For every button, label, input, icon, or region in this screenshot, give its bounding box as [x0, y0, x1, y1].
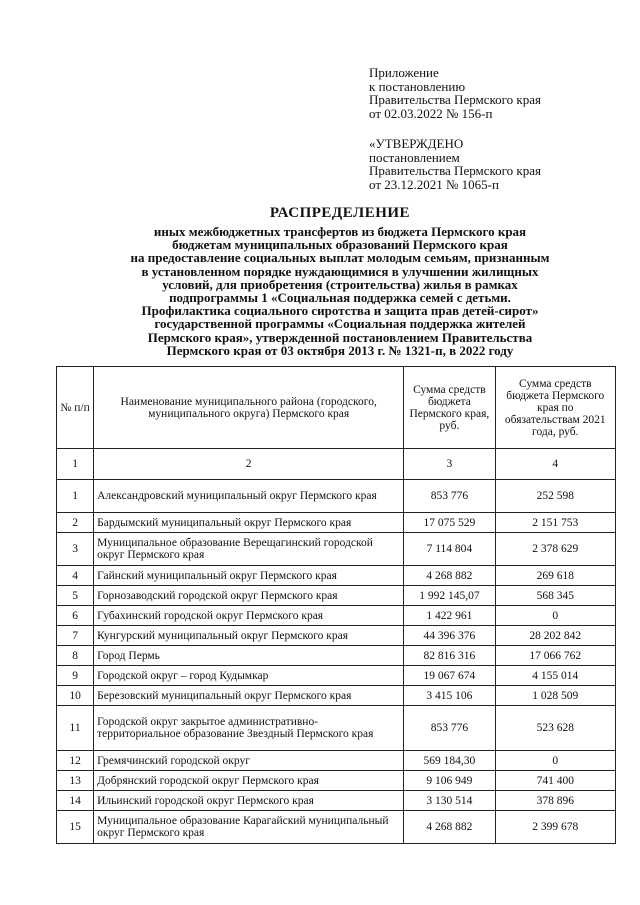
subtitle-line: бюджетам муниципальных образований Пермского края — [172, 237, 508, 253]
col-number: 3 — [404, 449, 495, 480]
table-row — [57, 751, 616, 771]
row-name: Кунгурский муниципальный округ Пермского края — [94, 626, 404, 646]
subtitle-line: условий, для приобретения (строительства) жилья в рамках — [162, 276, 518, 292]
appendix-line: от 02.03.2022 № 156-п — [369, 105, 493, 121]
table-row — [57, 666, 616, 686]
table-row — [57, 480, 616, 513]
header-budget: Сумма средств бюджета Пермского края, руб. — [404, 367, 495, 449]
table-row — [57, 771, 616, 791]
table-row — [57, 686, 616, 706]
row-number: 13 — [57, 771, 94, 791]
row-budget: 9 106 949 — [404, 771, 495, 791]
row-name: Губахинский городской округ Пермского края — [94, 606, 404, 626]
table-row — [57, 646, 616, 666]
row-obligations: 0 — [495, 606, 615, 626]
col-number: 2 — [94, 449, 404, 480]
row-budget: 7 114 804 — [404, 533, 495, 566]
row-obligations: 378 896 — [495, 791, 615, 811]
row-number: 14 — [57, 791, 94, 811]
row-obligations: 17 066 762 — [495, 646, 615, 666]
row-name: Городской округ – город Кудымкар — [94, 666, 404, 686]
col-number: 4 — [495, 449, 615, 480]
subtitle-line: Пермского края», утвержденной постановлением Правительства — [147, 329, 533, 345]
row-budget: 82 816 316 — [404, 646, 495, 666]
row-name: Гремячинский городской округ — [94, 751, 404, 771]
row-name: Ильинский городской округ Пермского края — [94, 791, 404, 811]
distribution-table — [56, 366, 616, 844]
row-obligations: 269 618 — [495, 566, 615, 586]
row-obligations: 0 — [495, 751, 615, 771]
appendix-line: Правительства Пермского края — [369, 92, 541, 107]
row-budget: 3 130 514 — [404, 791, 495, 811]
row-number: 11 — [57, 706, 94, 751]
header-name: Наименование муниципального района (городского, муниципального округа) Пермского края — [94, 367, 404, 449]
subtitle-line: в установленном порядке нуждающимися в улучшении жилищных — [141, 263, 539, 279]
row-obligations: 741 400 — [495, 771, 615, 791]
appendix-block — [369, 66, 541, 120]
subtitle-line: на предоставление социальных выплат молодым семьям, признанным — [130, 250, 550, 266]
row-name: Гайнский муниципальный округ Пермского края — [94, 566, 404, 586]
row-budget: 1 992 145,07 — [404, 586, 495, 606]
row-budget: 4 268 882 — [404, 811, 495, 844]
header-num: № п/п — [57, 367, 94, 449]
row-obligations: 2 399 678 — [495, 811, 615, 844]
table-row — [57, 586, 616, 606]
row-number: 7 — [57, 626, 94, 646]
table-row — [57, 513, 616, 533]
row-budget: 3 415 106 — [404, 686, 495, 706]
document-title: РАСПРЕДЕЛЕНИЕ — [269, 205, 411, 221]
approved-block — [369, 137, 541, 191]
row-name: Березовский муниципальный округ Пермского края — [94, 686, 404, 706]
appendix-line: Приложение — [369, 65, 439, 80]
row-name: Городской округ закрытое административно-территориальное образование Звездный Пермского края — [94, 706, 404, 751]
table-row — [57, 706, 616, 751]
row-number: 8 — [57, 646, 94, 666]
table-row — [57, 626, 616, 646]
row-name: Муниципальное образование Карагайский муниципальный округ Пермского края — [94, 811, 404, 844]
row-number: 4 — [57, 566, 94, 586]
row-budget: 4 268 882 — [404, 566, 495, 586]
row-number: 2 — [57, 513, 94, 533]
subtitle-line: Пермского края от 03 октября 2013 г. № 1321-п, в 2022 году — [166, 342, 514, 358]
table-row — [57, 811, 616, 844]
approved-line: от 23.12.2021 № 1065-п — [369, 176, 499, 192]
appendix-line: к постановлению — [369, 78, 466, 94]
approved-line: «УТВЕРЖДЕНО — [369, 136, 464, 151]
approved-line: Правительства Пермского края — [369, 163, 541, 178]
row-number: 15 — [57, 811, 94, 844]
subtitle-line: Профилактика социального сиротства и защита прав детей-сирот» — [141, 303, 539, 319]
row-number: 12 — [57, 751, 94, 771]
document-subtitle — [60, 225, 620, 357]
row-budget: 44 396 376 — [404, 626, 495, 646]
approved-line: постановлением — [369, 149, 460, 165]
subtitle-line: государственной программы «Социальная поддержка жителей — [154, 316, 526, 332]
row-budget: 853 776 — [404, 706, 495, 751]
subtitle-line: подпрограммы 1 «Социальная поддержка семей с детьми. — [169, 290, 511, 306]
row-name: Александровский муниципальный округ Пермского края — [94, 480, 404, 513]
row-number: 9 — [57, 666, 94, 686]
row-name: Муниципальное образование Верещагинский городской округ Пермского края — [94, 533, 404, 566]
row-name: Добрянский городской округ Пермского края — [94, 771, 404, 791]
row-name: Город Пермь — [94, 646, 404, 666]
row-budget: 19 067 674 — [404, 666, 495, 686]
header-obligations: Сумма средств бюджета Пермского края по обязательствам 2021 года, руб. — [495, 367, 615, 449]
col-number: 1 — [57, 449, 94, 480]
row-number: 10 — [57, 686, 94, 706]
row-number: 5 — [57, 586, 94, 606]
row-budget: 853 776 — [404, 480, 495, 513]
row-obligations: 2 378 629 — [495, 533, 615, 566]
row-obligations: 523 628 — [495, 706, 615, 751]
row-obligations: 568 345 — [495, 586, 615, 606]
column-number-row — [57, 449, 616, 480]
row-name: Бардымский муниципальный округ Пермского края — [94, 513, 404, 533]
subtitle-line: иных межбюджетных трансфертов из бюджета Пермского края — [153, 224, 527, 239]
row-obligations: 4 155 014 — [495, 666, 615, 686]
table-header-row — [57, 367, 616, 449]
row-number: 3 — [57, 533, 94, 566]
row-obligations: 1 028 509 — [495, 686, 615, 706]
row-budget: 569 184,30 — [404, 751, 495, 771]
row-budget: 1 422 961 — [404, 606, 495, 626]
row-number: 6 — [57, 606, 94, 626]
row-number: 1 — [57, 480, 94, 513]
row-budget: 17 075 529 — [404, 513, 495, 533]
row-obligations: 28 202 842 — [495, 626, 615, 646]
table-row — [57, 606, 616, 626]
row-obligations: 252 598 — [495, 480, 615, 513]
table-row — [57, 566, 616, 586]
row-obligations: 2 151 753 — [495, 513, 615, 533]
table-row — [57, 533, 616, 566]
table-row — [57, 791, 616, 811]
row-name: Горнозаводский городской округ Пермского края — [94, 586, 404, 606]
